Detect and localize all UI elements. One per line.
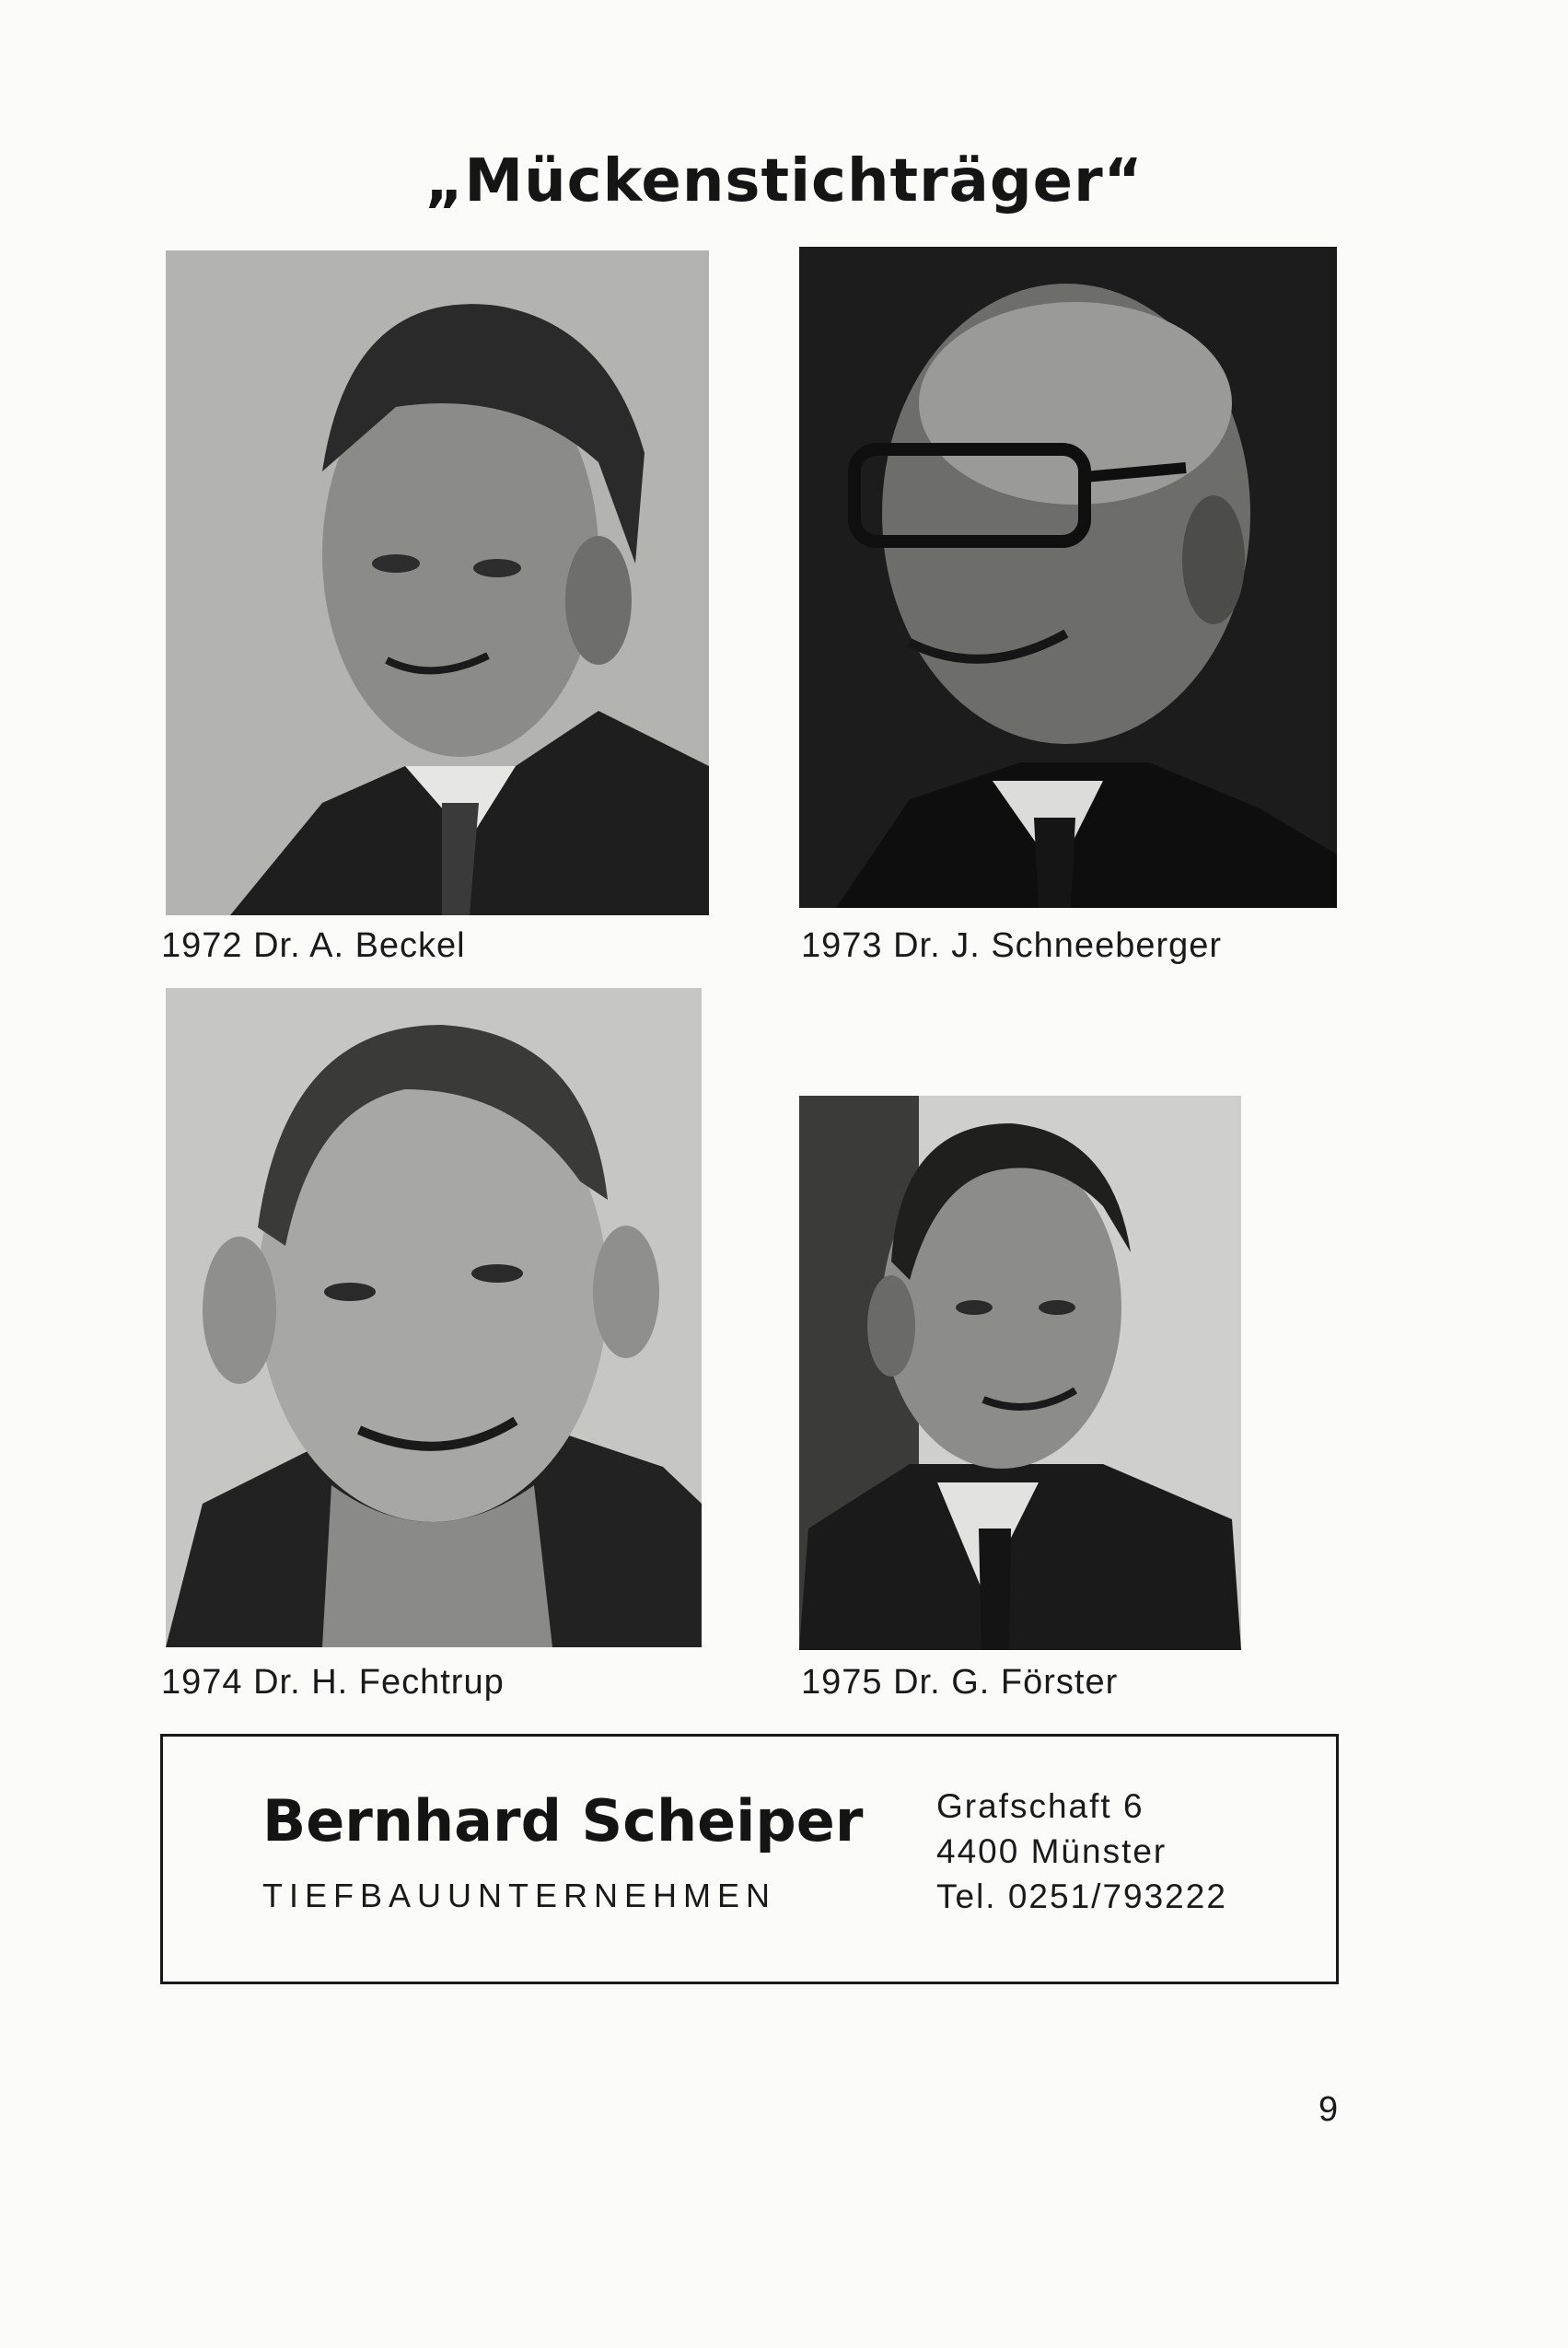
- photo-caption: 1975 Dr. G. Förster: [801, 1663, 1119, 1702]
- portrait-photo-icon: [166, 250, 709, 915]
- portrait-photo-beckel: [166, 250, 709, 915]
- page-number: 9: [1318, 2090, 1339, 2129]
- portrait-photo-icon: [799, 247, 1337, 908]
- portrait-photo-icon: [799, 1096, 1241, 1650]
- phone-number: Tel. 0251/793222: [936, 1877, 1227, 1915]
- address-line-1: Grafschaft 6: [936, 1787, 1144, 1825]
- photo-caption: 1973 Dr. J. Schneeberger: [801, 926, 1223, 965]
- photo-caption: 1972 Dr. A. Beckel: [161, 926, 466, 965]
- portrait-photo-fechtrup: [166, 988, 702, 1647]
- photo-caption: 1974 Dr. H. Fechtrup: [161, 1663, 505, 1702]
- portrait-photo-schneeberger: [799, 247, 1337, 908]
- company-name: Bernhard Scheiper: [262, 1787, 864, 1854]
- portrait-photo-icon: [166, 988, 702, 1647]
- page-title: „Mückenstichträger“: [424, 147, 1144, 215]
- portrait-photo-foerster: [799, 1096, 1241, 1650]
- address-line-2: 4400 Münster: [936, 1832, 1167, 1870]
- business-type: TIEFBAUUNTERNEHMEN: [262, 1877, 777, 1914]
- advertisement-box: [160, 1734, 1339, 1984]
